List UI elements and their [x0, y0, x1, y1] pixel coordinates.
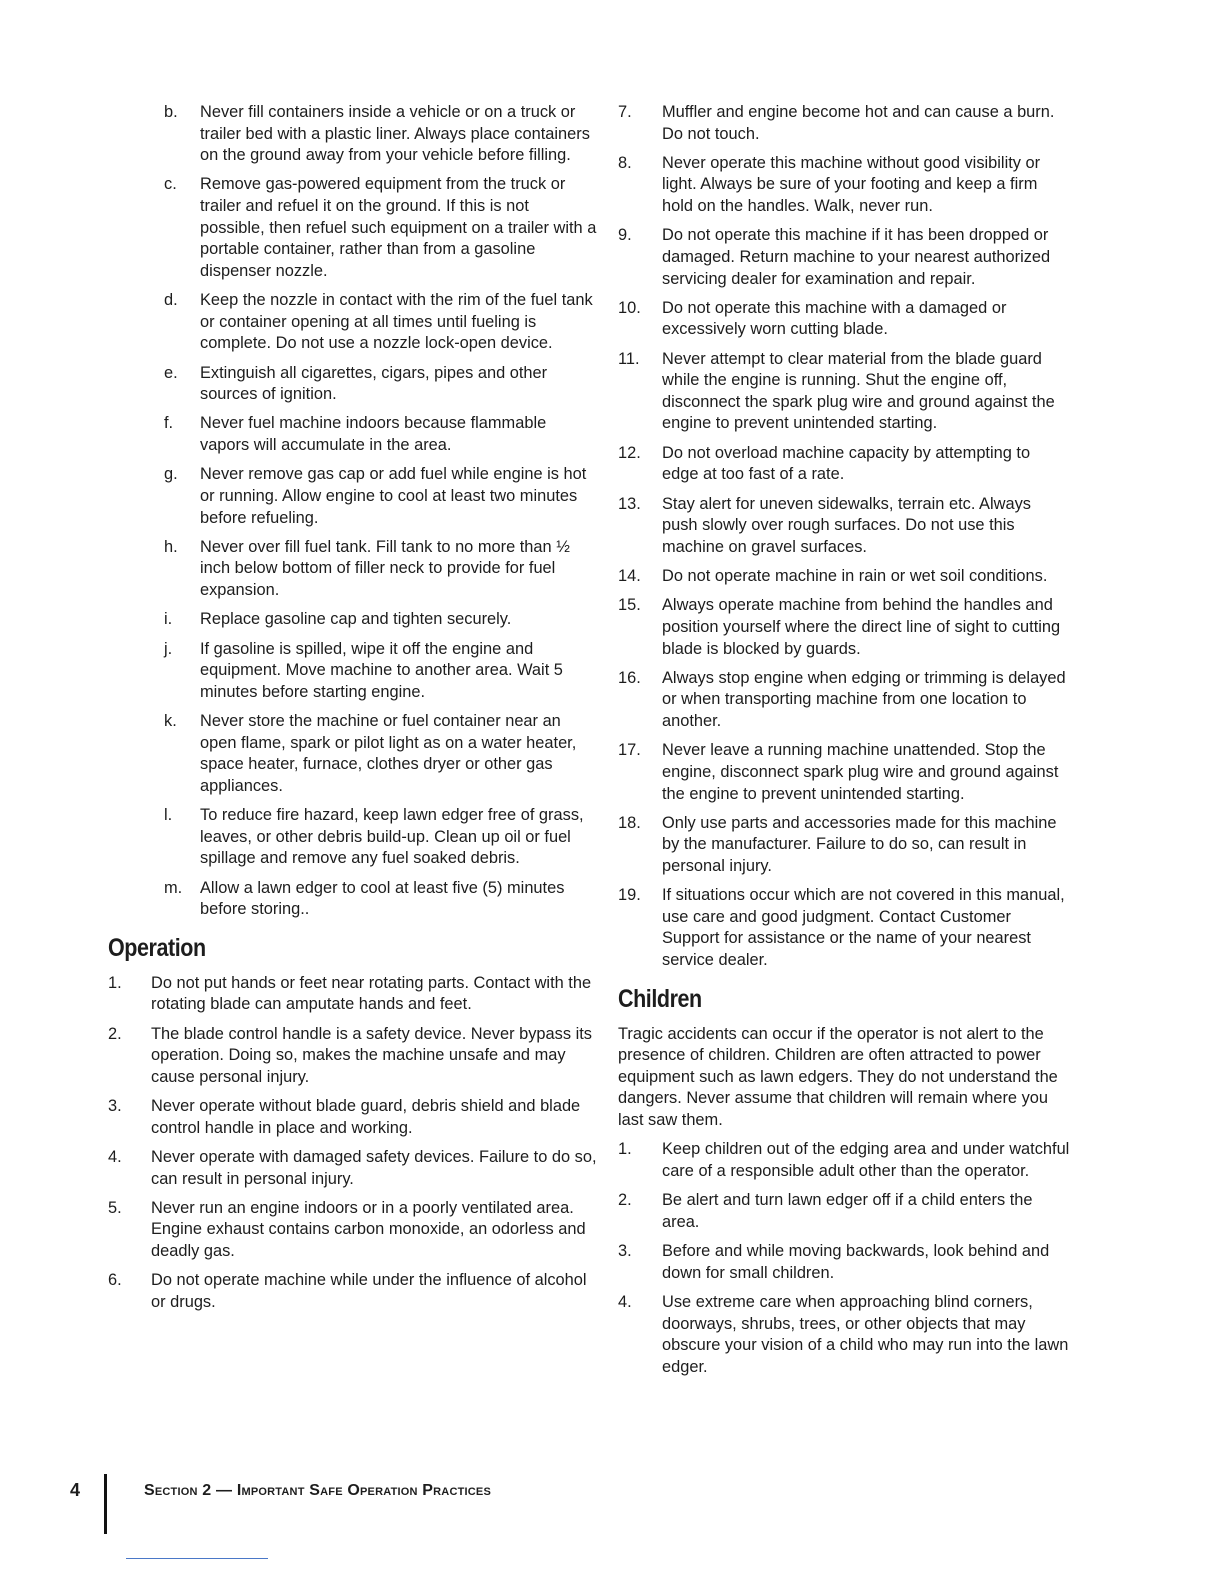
safety-item [618, 668, 1070, 733]
list-marker: 8. [618, 153, 632, 172]
operation-item [108, 1147, 598, 1190]
list-item-text: Stay alert for uneven sidewalks, terrain etc. Always push slowly over rough surfaces. Do not use this machine on gravel surfaces. [662, 494, 1031, 556]
children-intro: Tragic accidents can occur if the operator is not alert to the presence of children. Children are often attracted to power equipment such as lawn edgers. They do not understand the dangers. Never assume that children will remain where you last saw them. [618, 1024, 1058, 1129]
list-marker: b. [164, 103, 178, 121]
list-item-text: If situations occur which are not covered in this manual, use care and good judgment. Contact Customer Support for assistance or the name of your nearest service dealer. [662, 886, 1065, 970]
list-item-text: The blade control handle is a safety device. Never bypass its operation. Doing so, makes the machine unsafe and may cause personal injury. [151, 1024, 592, 1086]
list-marker: 9. [618, 226, 632, 245]
children-item [618, 1190, 1070, 1233]
list-item-text: Replace gasoline cap and tighten securely. [200, 610, 512, 629]
safety-item [618, 298, 1070, 341]
safety-item [618, 349, 1070, 435]
list-item-text: Never attempt to clear material from the blade guard while the engine is running. Shut the engine off, disconnect the spark plug wire and ground against the engine to prevent unintended starting. [662, 349, 1055, 433]
list-marker: 17. [618, 741, 641, 760]
list-marker: 4. [618, 1292, 632, 1311]
left-column [108, 102, 598, 1321]
list-item-text: To reduce fire hazard, keep lawn edger free of grass, leaves, or other debris build-up. Clean up oil or fuel spillage and remove any fuel soaked debris. [200, 806, 584, 868]
list-item-text: Before and while moving backwards, look behind and down for small children. [662, 1242, 1050, 1282]
list-marker: 13. [618, 494, 641, 513]
list-item-text: Never fuel machine indoors because flammable vapors will accumulate in the area. [200, 414, 547, 455]
list-marker: c. [164, 175, 177, 194]
list-item-text: Always operate machine from behind the handles and position yourself where the direct line of sight to cutting blade is blocked by guards. [662, 596, 1061, 658]
list-marker: 12. [618, 443, 641, 462]
fueling-sub-item [108, 174, 598, 282]
list-marker: m. [164, 878, 183, 897]
fueling-sub-item [108, 464, 598, 529]
list-marker: e. [164, 363, 178, 382]
safety-item [618, 813, 1070, 878]
list-item-text: Never run an engine indoors or in a poorly ventilated area. Engine exhaust contains carbon monoxide, an odorless and deadly gas. [151, 1198, 586, 1261]
list-marker: 4. [108, 1147, 122, 1166]
list-marker: 19. [618, 886, 641, 905]
safety-item [618, 885, 1070, 971]
list-item-text: Never operate without blade guard, debris shield and blade control handle in place and working. [151, 1097, 581, 1137]
list-item-text: Do not overload machine capacity by attempting to edge at too fast of a rate. [662, 443, 1031, 484]
fueling-sub-item [108, 878, 598, 921]
fueling-sub-item [108, 363, 598, 406]
fueling-sub-item [108, 102, 598, 167]
list-item-text: Remove gas-powered equipment from the truck or trailer and refuel it on the ground. If this is not possible, then refuel such equipment on a trailer with a portable container, rather than from a gasoline dispenser nozzle. [200, 175, 597, 280]
list-marker: 2. [618, 1191, 632, 1210]
safety-item [618, 566, 1070, 588]
list-marker: f. [164, 414, 174, 433]
list-marker: h. [164, 537, 178, 556]
list-item-text: Never over fill fuel tank. Fill tank to no more than ½ inch below bottom of filler neck to provide for fuel expansion. [200, 537, 570, 599]
list-item-text: Allow a lawn edger to cool at least five (5) minutes before storing.. [200, 878, 565, 919]
list-item-text: Only use parts and accessories made for this machine by the manufacturer. Failure to do so, can result in personal injury. [662, 813, 1057, 875]
list-marker: 14. [618, 567, 641, 586]
list-item-text: Extinguish all cigarettes, cigars, pipes and other sources of ignition. [200, 363, 548, 404]
list-marker: l. [164, 806, 173, 825]
footer-section-title: Section 2 — Important Safe Operation Practices [144, 1482, 491, 1499]
children-list [618, 1139, 1070, 1378]
operation-heading: Operation [108, 933, 206, 962]
children-item [618, 1139, 1070, 1182]
safety-item [618, 443, 1070, 486]
safety-item [618, 153, 1070, 218]
list-marker: 3. [108, 1097, 122, 1116]
list-marker: k. [164, 712, 177, 731]
list-marker: 3. [618, 1242, 632, 1261]
fueling-sub-item [108, 413, 598, 456]
operation-list [108, 973, 598, 1314]
list-item-text: Never fill containers inside a vehicle or on a truck or trailer bed with a plastic liner. Always place containers on the ground away from your vehicle before filling. [200, 103, 590, 165]
operation-item [108, 973, 598, 1016]
list-item-text: Never store the machine or fuel container near an open flame, spark or pilot light as on a water heater, space heater, furnace, clothes dryer or other gas appliances. [200, 712, 577, 795]
safety-item [618, 102, 1070, 145]
list-marker: 1. [108, 973, 122, 992]
bottom-link-underline [126, 1558, 268, 1559]
fueling-sub-item [108, 805, 598, 870]
safety-item [618, 740, 1070, 805]
list-item-text: Keep the nozzle in contact with the rim of the fuel tank or container opening at all times until fueling is complete. Do not use a nozzle lock-open device. [200, 291, 593, 353]
fueling-sub-item [108, 290, 598, 355]
safety-item [618, 225, 1070, 290]
list-item-text: Do not operate machine in rain or wet soil conditions. [662, 567, 1048, 586]
list-marker: 2. [108, 1024, 122, 1043]
safety-item [618, 494, 1070, 559]
fueling-sub-item [108, 537, 598, 602]
list-item-text: Do not operate this machine with a damaged or excessively worn cutting blade. [662, 298, 1007, 339]
list-item-text: Never operate this machine without good visibility or light. Always be sure of your footing and keep a firm hold on the handles. Walk, never run. [662, 153, 1041, 216]
operation-item [108, 1024, 598, 1089]
list-marker: d. [164, 291, 178, 310]
children-heading: Children [618, 984, 702, 1013]
list-item-text: Never leave a running machine unattended. Stop the engine, disconnect spark plug wire and ground against the engine to prevent unintended starting. [662, 741, 1059, 803]
list-item-text: Keep children out of the edging area and under watchful care of a responsible adult other than the operator. [662, 1140, 1070, 1180]
children-item [618, 1241, 1070, 1284]
operation-item [108, 1198, 598, 1263]
operation-item [108, 1270, 598, 1313]
operation-item [108, 1096, 598, 1139]
page-number: 4 [70, 1480, 81, 1500]
list-item-text: Never remove gas cap or add fuel while engine is hot or running. Allow engine to cool at least two minutes before refueling. [200, 465, 587, 527]
list-marker: j. [164, 639, 173, 658]
list-item-text: Always stop engine when edging or trimming is delayed or when transporting machine from one location to another. [662, 668, 1066, 731]
list-marker: 1. [618, 1140, 632, 1159]
list-item-text: Do not put hands or feet near rotating parts. Contact with the rotating blade can amputate hands and feet. [151, 973, 592, 1014]
safety-list-continued [618, 102, 1070, 972]
list-marker: 15. [618, 596, 641, 615]
list-marker: 11. [618, 349, 640, 368]
fueling-sub-item [108, 711, 598, 797]
list-marker: 18. [618, 813, 641, 832]
children-item [618, 1292, 1070, 1378]
list-marker: 7. [618, 103, 632, 121]
right-column [618, 102, 1070, 1386]
list-item-text: Never operate with damaged safety devices. Failure to do so, can result in personal injury. [151, 1147, 597, 1188]
list-marker: 5. [108, 1198, 122, 1217]
list-item-text: If gasoline is spilled, wipe it off the engine and equipment. Move machine to another area. Wait 5 minutes before starting engine. [200, 639, 563, 701]
list-item-text: Muffler and engine become hot and can cause a burn. Do not touch. [662, 103, 1055, 143]
footer-divider [104, 1474, 107, 1534]
list-item-text: Be alert and turn lawn edger off if a child enters the area. [662, 1191, 1033, 1231]
fueling-sub-list [108, 102, 598, 921]
list-marker: g. [164, 465, 178, 484]
list-marker: i. [164, 610, 173, 629]
page-footer [70, 1474, 670, 1534]
list-item-text: Do not operate this machine if it has been dropped or damaged. Return machine to your nearest authorized servicing dealer for examination and repair. [662, 226, 1051, 288]
list-item-text: Do not operate machine while under the influence of alcohol or drugs. [151, 1271, 587, 1311]
list-marker: 10. [618, 298, 641, 317]
fueling-sub-item [108, 609, 598, 631]
list-marker: 6. [108, 1271, 122, 1290]
safety-item [618, 595, 1070, 660]
list-marker: 16. [618, 668, 641, 687]
list-item-text: Use extreme care when approaching blind corners, doorways, shrubs, trees, or other objects that may obscure your vision of a child who may run into the lawn edger. [662, 1292, 1069, 1376]
fueling-sub-item [108, 639, 598, 704]
